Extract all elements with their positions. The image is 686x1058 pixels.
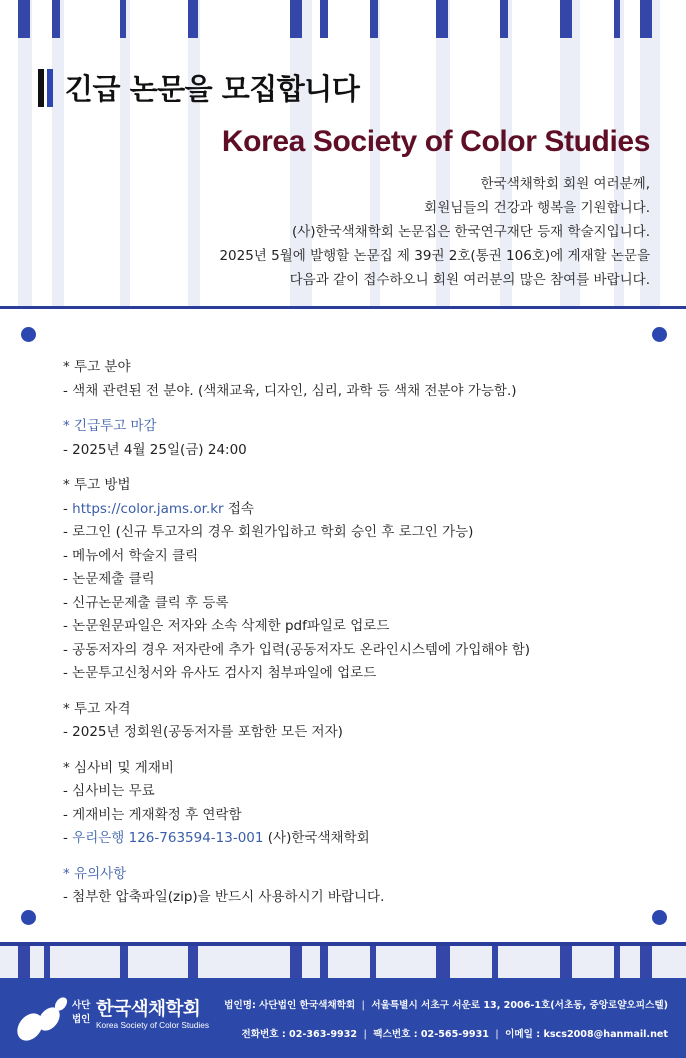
section-eligibility bbox=[63, 698, 663, 745]
separator: | bbox=[361, 1000, 366, 1011]
section-notes bbox=[63, 863, 663, 910]
footer-info-line-1 bbox=[224, 997, 668, 1011]
section-line: - 심사비는 무료 bbox=[63, 783, 155, 799]
title-accent-bar bbox=[38, 69, 44, 107]
intro-line: 한국색채학회 회원 여러분께, bbox=[480, 176, 650, 192]
section-heading: * 투고 분야 bbox=[63, 359, 131, 375]
section-line: - 첨부한 압축파일(zip)을 반드시 사용하시기 바랍니다. bbox=[63, 889, 385, 905]
section-heading: * 긴급투고 마감 bbox=[63, 418, 157, 434]
society-english-name: Korea Society of Color Studies bbox=[221, 125, 650, 158]
footer-info-line-2 bbox=[241, 1026, 668, 1040]
phone-number: 전화번호 : 02-363-9932 bbox=[241, 1029, 358, 1040]
page-title-block bbox=[38, 67, 359, 108]
section-line: - 2025년 정회원(공동저자를 포함한 모든 저자) bbox=[63, 724, 343, 740]
corner-dot bbox=[21, 327, 36, 342]
list-dash: - bbox=[63, 830, 73, 846]
corporate-name: 법인명: 사단법인 한국색채학회 bbox=[224, 1000, 356, 1011]
url-suffix: 접속 bbox=[223, 500, 254, 517]
intro-line: 2025년 5월에 발행할 논문집 제 39권 2호(통권 106호)에 게재할 논문을 bbox=[219, 248, 650, 264]
footer-stripes bbox=[0, 942, 686, 978]
corner-dot bbox=[652, 327, 667, 342]
section-field bbox=[63, 356, 663, 403]
bank-account: 우리은행 126-763594-13-001 bbox=[72, 830, 264, 846]
section-line: - 논문제출 클릭 bbox=[63, 571, 155, 587]
url-line bbox=[63, 498, 663, 522]
section-line: - 색채 관련된 전 분야. (색채교육, 디자인, 심리, 과학 등 색채 전분야 가능함.) bbox=[63, 382, 517, 399]
intro-paragraph bbox=[219, 172, 650, 292]
title-accent-bar-blue bbox=[47, 69, 53, 107]
section-line: - 게재비는 게재확정 후 연락함 bbox=[63, 806, 242, 823]
section-heading: * 유의사항 bbox=[63, 865, 127, 882]
intro-line: (사)한국색채학회 논문집은 한국연구재단 등재 학술지입니다. bbox=[291, 224, 650, 240]
section-line: - 메뉴에서 학술지 클릭 bbox=[63, 547, 199, 564]
logo-small-line: 법인 bbox=[72, 1014, 91, 1025]
address: 서울특별시 서초구 서운로 13, 2006-1호(서초동, 중앙로얄오피스텔) bbox=[371, 1000, 668, 1011]
logo-corporate-label bbox=[72, 999, 90, 1027]
separator: | bbox=[495, 1029, 499, 1040]
header-divider bbox=[0, 306, 686, 309]
notice-body bbox=[63, 356, 663, 922]
section-method bbox=[63, 474, 663, 686]
logo-korean-name: 한국색채학회 bbox=[96, 999, 201, 1020]
section-heading: * 심사비 및 게재비 bbox=[63, 759, 174, 776]
fax-number: 팩스번호 : 02-565-9931 bbox=[373, 1029, 489, 1040]
section-line: - 신규논문제출 클릭 후 등록 bbox=[63, 594, 229, 611]
logo-english-name: Korea Society of Color Studies bbox=[96, 1020, 209, 1030]
bank-line bbox=[63, 827, 663, 851]
corner-dot bbox=[21, 910, 36, 925]
email-address[interactable]: 이메일 : kscs2008@hanmail.net bbox=[505, 1029, 668, 1040]
footer-divider bbox=[0, 942, 686, 946]
submission-url-link[interactable]: https://color.jams.or.kr bbox=[72, 500, 224, 517]
section-line: - 2025년 4월 25일(금) 24:00 bbox=[63, 441, 247, 458]
list-dash: - bbox=[63, 500, 73, 517]
section-line: - 논문원문파일은 저자와 소속 삭제한 pdf파일로 업로드 bbox=[63, 618, 390, 634]
society-logo-icon bbox=[16, 993, 68, 1045]
section-line: - 논문투고신청서와 유사도 검사지 첨부파일에 업로드 bbox=[63, 665, 377, 681]
footer bbox=[0, 978, 686, 1058]
section-fees bbox=[63, 757, 663, 851]
section-heading: * 투고 방법 bbox=[63, 477, 131, 493]
section-line: - 공동저자의 경우 저자란에 추가 입력(공동저자도 온라인시스템에 가입해야 함) bbox=[63, 641, 531, 658]
section-deadline bbox=[63, 415, 663, 462]
separator: | bbox=[363, 1029, 367, 1040]
page-title: 긴급 논문을 모집합니다 bbox=[65, 72, 360, 106]
bank-holder: (사)한국색채학회 bbox=[263, 830, 370, 846]
section-line: - 로그인 (신규 투고자의 경우 회원가입하고 학회 승인 후 로그인 가능) bbox=[63, 524, 474, 540]
intro-line: 회원님들의 건강과 행복을 기원합니다. bbox=[424, 200, 650, 216]
intro-line: 다음과 같이 접수하오니 회원 여러분의 많은 참여를 바랍니다. bbox=[289, 272, 650, 288]
logo-small-line: 사단 bbox=[72, 1000, 91, 1011]
section-heading: * 투고 자격 bbox=[63, 700, 131, 717]
